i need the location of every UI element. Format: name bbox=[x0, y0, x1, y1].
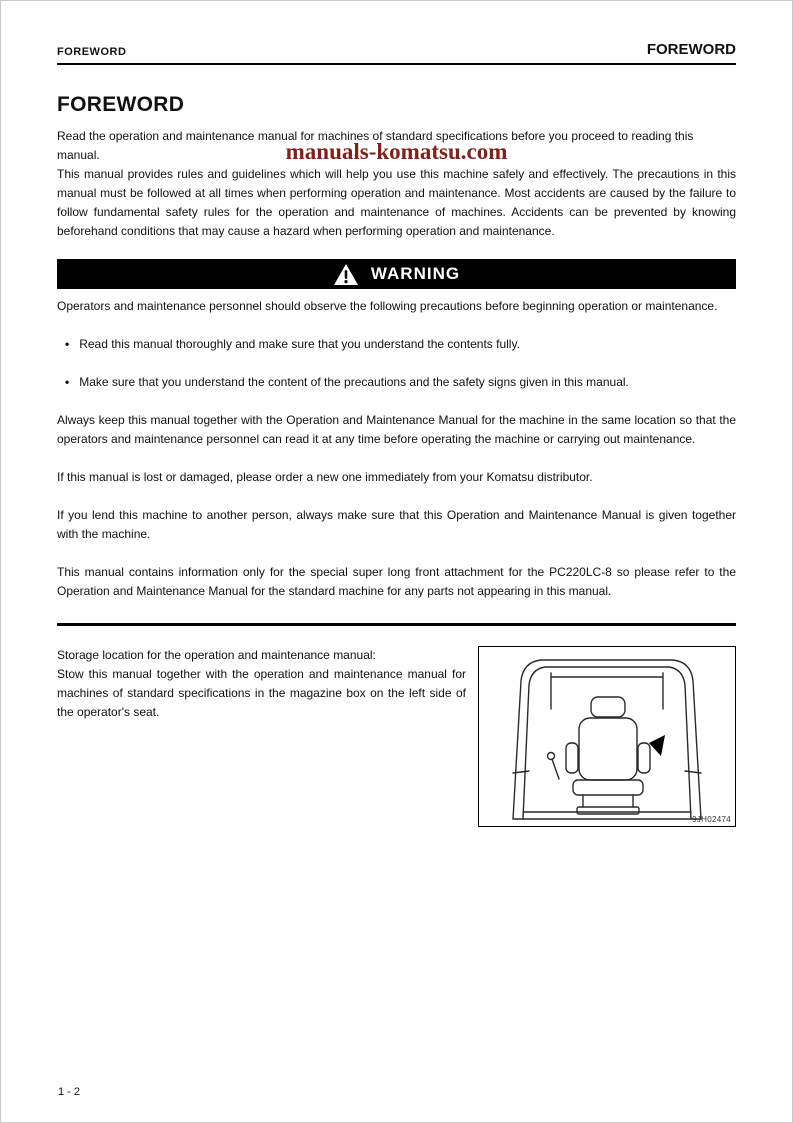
warning-bullet bbox=[57, 335, 736, 354]
watermark-text: manuals-komatsu.com bbox=[285, 139, 508, 164]
cab-seat-illustration bbox=[479, 647, 735, 826]
warning-paragraph: This manual contains information only for the special super long front attachment for the PC220LC-8 so please refer to the Operation and Maintenance Manual for the standard machine for any parts not appearing in this manual. bbox=[57, 565, 736, 598]
section-divider bbox=[57, 623, 736, 626]
warning-intro: Operators and maintenance personnel should observe the following precautions before beginning operation or maintenance. bbox=[57, 299, 718, 313]
page-header bbox=[57, 41, 736, 58]
warning-triangle-icon bbox=[333, 263, 359, 286]
warning-paragraph: Always keep this manual together with the Operation and Maintenance Manual for the machine in the same location so that the operators and maintenance personnel can read it at any time before operating the machine or carrying out maintenance. bbox=[57, 413, 736, 446]
storage-heading-line: Storage location for the operation and maintenance manual: bbox=[57, 648, 376, 662]
warning-label: WARNING bbox=[370, 264, 461, 283]
header-left-title: FOREWORD bbox=[57, 46, 127, 58]
warning-banner bbox=[57, 259, 736, 289]
warning-bullet-text: • Read this manual thoroughly and make sure that you understand the contents fully. bbox=[79, 337, 520, 351]
figure-caption: 9JH02474 bbox=[692, 815, 731, 824]
intro-paragraph-2: This manual provides rules and guidelines which will help you use this machine safely and effectively. The precautions in this manual must be followed at all times when performing operation and maintenance. Most accidents are caused by the failure to follow fundamental safety rules for the operation and maintenance of machines. Accidents can be prevented by knowing beforehand conditions that may cause a hazard when performing operation and maintenance. bbox=[57, 167, 736, 238]
header-rule bbox=[57, 63, 736, 65]
storage-section bbox=[57, 646, 736, 827]
warning-paragraph: If this manual is lost or damaged, please order a new one immediately from your Komatsu distributor. bbox=[57, 470, 593, 484]
storage-text bbox=[57, 646, 466, 827]
header-right-title: FOREWORD bbox=[646, 41, 736, 58]
storage-body-text: Stow this manual together with the operation and maintenance manual for machines of standard specifications in the magazine box on the left side of the operator's seat. bbox=[57, 667, 466, 719]
intro-paragraph-1: Read the operation and maintenance manual for machines of standard specifications before you proceed to reading this manual. bbox=[57, 129, 694, 162]
storage-figure bbox=[478, 646, 736, 827]
warning-bullet bbox=[57, 373, 736, 392]
warning-paragraph: If you lend this machine to another person, always make sure that this Operation and Maintenance Manual is given together with the machine. bbox=[57, 508, 736, 541]
page-number: 1 - 2 bbox=[58, 1086, 81, 1098]
page-title: FOREWORD bbox=[57, 93, 185, 116]
warning-bullet-text: • Make sure that you understand the content of the precautions and the safety signs given in this manual. bbox=[79, 375, 629, 389]
